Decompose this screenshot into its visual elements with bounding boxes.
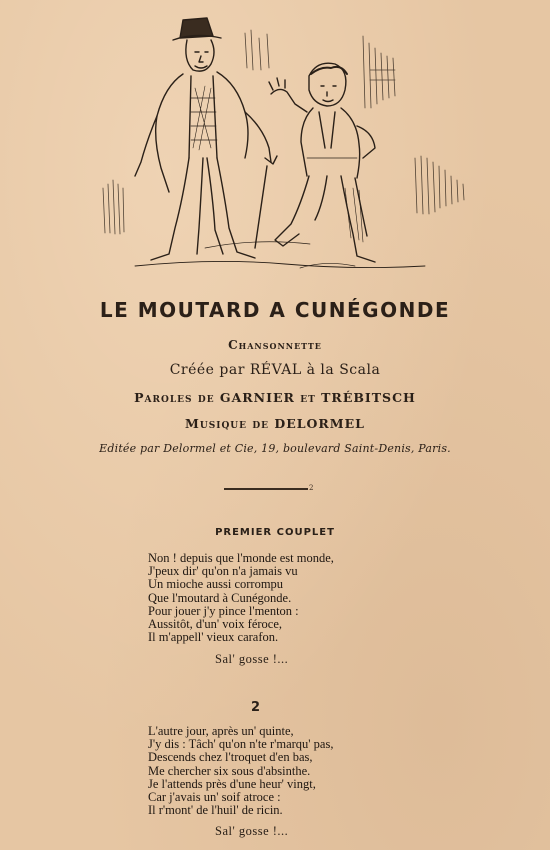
divider-mark: 2 xyxy=(309,484,314,492)
verse-line: L'autre jour, après un' quinte, xyxy=(148,724,294,738)
verse-line: Que l'moutard à Cunégonde. xyxy=(148,590,292,605)
verse-line: Il m'appell' vieux carafon. xyxy=(148,630,279,645)
verse-line: J'y dis : Tâch' qu'on n'te r'marqu' pas, xyxy=(148,737,334,752)
music-credit: Musique de DELORMEL xyxy=(185,416,365,431)
song-creator-credit: Créée par RÉVAL à la Scala xyxy=(169,362,381,378)
verse-line: Je l'attends près d'une heur' vingt, xyxy=(148,776,316,791)
stanza-number: 2 xyxy=(251,700,261,715)
verse-line: J'peux dir' qu'on n'a jamais vu xyxy=(148,564,298,579)
publisher-credit: Editée par Delormel et Cie, 19, boulevard Saint-Denis, Paris. xyxy=(99,442,451,455)
couplet-2-verse xyxy=(148,725,333,817)
couplet-1-verse xyxy=(148,552,334,644)
refrain-line: Sal' gosse !... xyxy=(215,824,289,838)
couplet-heading: PREMIER COUPLET xyxy=(215,527,335,538)
verse-line: Pour jouer j'y pince l'menton : xyxy=(148,603,299,618)
song-genre: Chansonnette xyxy=(228,338,322,352)
lyrics-credit: Paroles de GARNIER et TRÉBITSCH xyxy=(134,390,416,405)
verse-line: Il r'mont' de l'huil' de ricin. xyxy=(148,803,283,818)
verse-line: Car j'avais un' soif atroce : xyxy=(148,790,281,805)
verse-line: Non ! depuis que l'monde est monde, xyxy=(148,551,334,565)
verse-line: Me chercher six sous d'absinthe. xyxy=(148,763,311,778)
section-divider xyxy=(224,488,308,490)
verse-line: Aussitôt, d'un' voix féroce, xyxy=(148,617,282,632)
verse-line: Descends chez l'troquet d'en bas, xyxy=(148,750,313,765)
song-title: LE MOUTARD A CUNÉGONDE xyxy=(99,298,451,322)
refrain-line: Sal' gosse !... xyxy=(215,652,289,666)
illustration-two-men xyxy=(95,8,480,283)
verse-line: Un mioche aussi corrompu xyxy=(148,577,284,592)
